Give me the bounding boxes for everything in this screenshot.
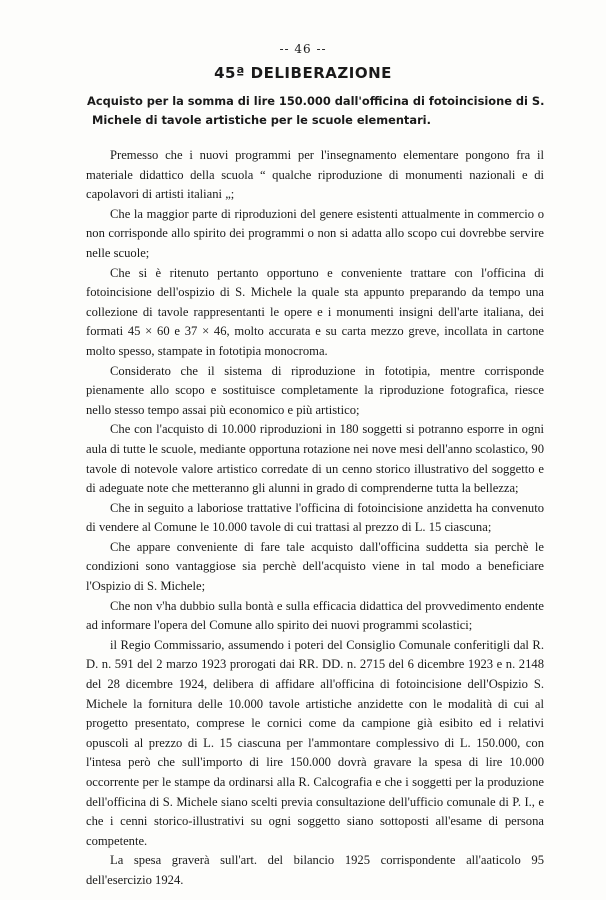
deliberation-subject: Acquisto per la somma di lire 150.000 dall'officina di fotoincisione di S. Michele di tavole artistiche per le scuole elementari. [87, 94, 545, 127]
paragraph: Considerato che il sistema di riproduzione in fototipia, mentre corrisponde pienamente allo scopo e sostituisce completamente la riproduzione fotografica, riesce nello stesso tempo assai più economico e più artistico; [86, 363, 544, 417]
paragraph: Che non v'ha dubbio sulla bontà e sulla efficacia didattica del provvedimento endente ad informare l'opera del Comune allo spirito dei nuovi programmi scolastici; [86, 598, 544, 633]
page-number: -- 46 -- [279, 42, 327, 56]
paragraph: il Regio Commissario, assumendo i poteri del Consiglio Comunale conferitigli dal R. D. n. 591 del 2 marzo 1923 prorogati dai RR. DD. n. 2715 del 6 dicembre 1923 e n. 2148 del 28 dicembre 1924, delibera di affidare all'officina di fotoincisione dell'Ospizio S. Michele la fornitura delle 10.000 tavole artistiche anzidette con le modalità di cui al progetto presentato, comprese le cornici come da campione già esibito ed i relativi opuscoli al prezzo di L. 15 ciascuna per l'ammontare complessivo di L. 150.000, con l'intesa però che sull'importo di lire 150.000 dovrà gravare la spesa di lire 10.000 occorrente per le stampe da ordinarsi alla R. Calcografia e che i soggetti per la produzione dell'officina di S. Michele siano scelti previa consultazione dell'ufficio comunale di P. I., e che i cenni storico-illustrativi su ogni soggetto siano sottoposti all'esame di persona competente. [86, 637, 544, 848]
paragraph: Che con l'acquisto di 10.000 riproduzioni in 180 soggetti si potranno esporre in ogni aula di tutte le scuole, mediante opportuna rotazione nei nove mesi dell'anno scolastico, 90 tavole di notevole valore artistico corredate di un cenno storico illustrativo del soggetto e di adeguate note che metteranno gli alunni in grado di comprenderne tutta la bellezza; [86, 422, 544, 496]
deliberation-heading: 45ª DELIBERAZIONE [214, 64, 392, 82]
paragraph: Che la maggior parte di riproduzioni del genere esistenti attualmente in commercio o non corrisponde allo spirito dei programmi o non si adatta allo scopo cui dovrebbe servire nelle scuole; [86, 206, 544, 260]
paragraph: Premesso che i nuovi programmi per l'insegnamento elementare pongono fra il materiale didattico della scuola “ qualche riproduzione di monumenti nazionali e di capolavori di artisti italiani „; [86, 148, 544, 202]
paragraph: La spesa graverà sull'art. del bilancio 1925 corrispondente all'aaticolo 95 dell'esercizio 1924. [86, 853, 544, 887]
paragraph: Che appare conveniente di fare tale acquisto dall'officina suddetta sia perchè le condizioni sono vantaggiose sia perchè dell'acquisto viene in tal modo a beneficiare l'Ospizio di S. Michele; [86, 539, 544, 594]
paragraph: Che in seguito a laboriose trattative l'officina di fotoincisione anzidetta ha convenuto di vendere al Comune le 10.000 tavole di cui trattasi al prezzo di L. 15 ciascuna; [86, 500, 544, 535]
paragraph: Che si è ritenuto pertanto opportuno e conveniente trattare con l'officina di fotoincisione dell'ospizio di S. Michele la quale sta appunto preparando da tempo una collezione di tavole rappresentanti le opere e i monumenti insigni dell'arte italiana, dei formati 45 × 60 e 37 × 46, molto accurata e su carta mezzo greve, incollata in cartone molto spesso, stampate in fototipia monocroma. [86, 265, 544, 358]
deliberation-body [86, 146, 544, 891]
